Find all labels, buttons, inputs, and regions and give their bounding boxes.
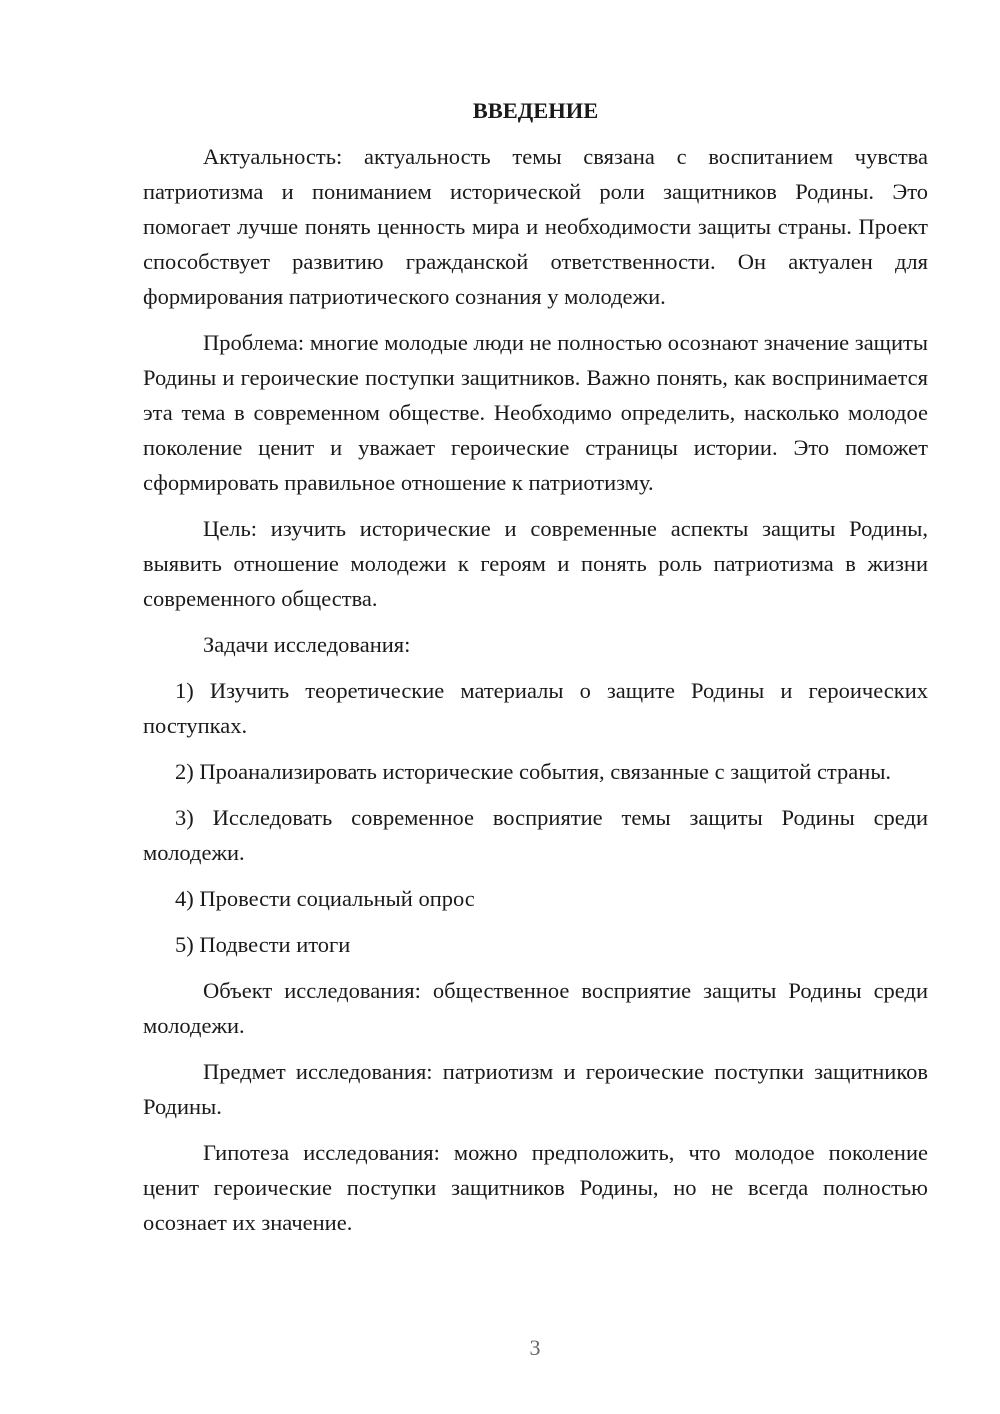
paragraph-hypothesis: Гипотеза исследования: можно предположить, что молодое поколение ценит героические поступки защитников Родины, но не всегда полностью осознает их значение. xyxy=(143,1140,928,1235)
page-number: 3 xyxy=(529,1335,541,1360)
page-content xyxy=(143,93,928,1251)
tasks-list xyxy=(143,673,928,962)
tasks-heading: Задачи исследования: xyxy=(203,632,411,657)
list-item: 3) Исследовать современное восприятие темы защиты Родины среди молодежи. xyxy=(143,805,928,865)
list-item: 5) Подвести итоги xyxy=(175,932,351,957)
paragraph-goal: Цель: изучить исторические и современные аспекты защиты Родины, выявить отношение молодежи к героям и понять роль патриотизма в жизни современного общества. xyxy=(143,516,928,611)
list-item: 2) Проанализировать исторические события, связанные с защитой страны. xyxy=(175,759,892,784)
list-item: 4) Провести социальный опрос xyxy=(175,886,475,911)
paragraph-problem: Проблема: многие молодые люди не полностью осознают значение защиты Родины и героические поступки защитников. Важно понять, как воспринимается эта тема в современном обществе. Необходимо определить, насколько молодое поколение ценит и уважает героические страницы истории. Это поможет сформировать правильное отношение к патриотизму. xyxy=(143,330,928,495)
paragraph-subject: Предмет исследования: патриотизм и героические поступки защитников Родины. xyxy=(143,1059,928,1119)
paragraph-object: Объект исследования: общественное восприятие защиты Родины среди молодежи. xyxy=(143,978,928,1038)
list-item: 1) Изучить теоретические материалы о защите Родины и героических поступках. xyxy=(143,678,928,738)
paragraph-relevance: Актуальность: актуальность темы связана с воспитанием чувства патриотизма и пониманием исторической роли защитников Родины. Это помогает лучше понять ценность мира и необходимости защиты страны. Проект способствует развитию гражданской ответственности. Он актуален для формирования патриотического сознания у молодежи. xyxy=(143,144,928,309)
page-title: ВВЕДЕНИЕ xyxy=(472,98,599,123)
